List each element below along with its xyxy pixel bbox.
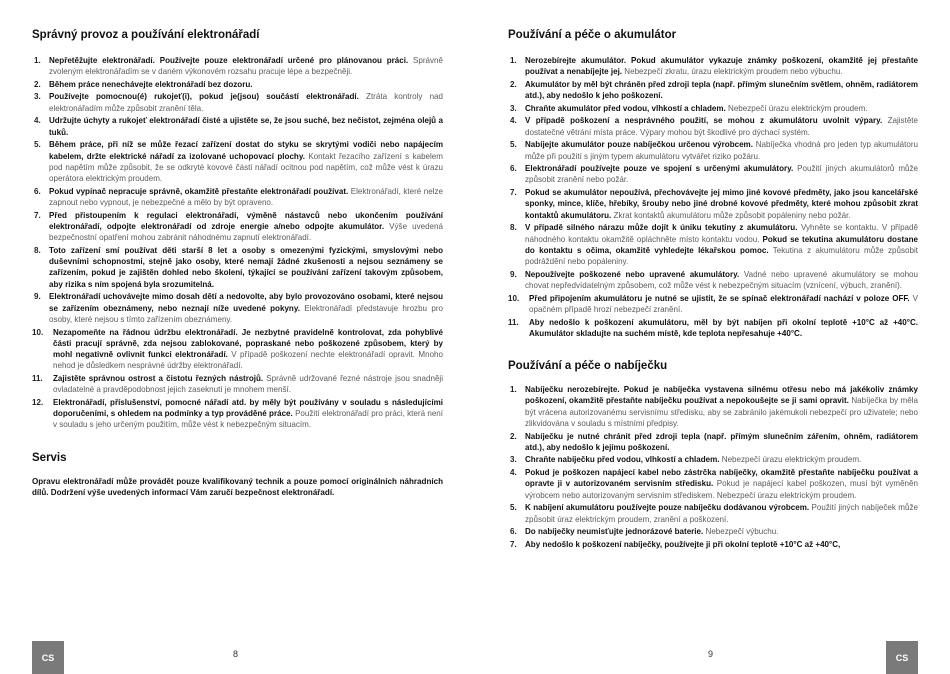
item-text: Elektronářadí, které nelze zapnout nebo vypnout, je nebezpečné a mělo by být opraveno. [49,186,443,208]
item-bold-text: Během práce, při níž se může řezací zařízení dostat do styku se skrytými vodiči nebo napájecím kabelem, držte elektrické nářadí za izolované uchopovací plochy. [49,140,443,161]
item-bold-text: Elektronářadí používejte pouze ve spojení s určenými akumulátory. [525,164,794,174]
list-item [508,79,918,102]
item-bold-text: Udržujte úchyty a rukojeť elektronářadí čisté a ujistěte se, že jsou suché, bez nečistot, zejména olejů a tuků. [49,116,443,137]
language-tab-left: CS [32,641,64,674]
operation-list [32,55,443,431]
list-item [508,139,918,162]
list-item [32,373,443,396]
item-number: 9. [34,292,41,302]
list-item [32,186,443,209]
item-bold-text: Do nabíječky neumisťujte jednorázové baterie. [525,527,704,537]
list-item [508,103,918,114]
list-item [32,397,443,431]
item-number: 4. [510,116,517,126]
item-text: Nebezpečí úrazu elektrickým proudem. [725,103,868,113]
left-column [32,28,443,498]
item-number: 2. [510,431,517,441]
item-text: Zajistěte dostatečné větrání místa práce. Výpary mohou být škodlivé pro dýchací systém. [525,116,918,137]
list-item [32,210,443,244]
item-number: 10. [508,293,520,303]
charger-list [508,384,918,550]
item-text: Elektronářadí představuje hrozbu pro osoby, které nejsou s tímto zařízením obeznámeny. [49,303,443,324]
list-item [508,269,918,292]
right-page [475,0,950,674]
item-bold-text: Nabíječku nerozebírejte. Pokud je nabíječka vystavena silnému otřesu nebo má jakékoliv známky poškození, okamžitě přestaňte nabíječku používat a nepokoušejte se ji sami opravit. [525,385,918,406]
item-number: 8. [510,223,517,233]
item-bold-text: Chraňte akumulátor před vodou, vlhkostí a chladem. [525,103,726,113]
item-bold-text: Pokud se tekutina akumulátoru dostane do kontaktu s očima, okamžitě vyhledejte lékařskou pomoc. [525,234,918,255]
right-column [508,28,918,551]
section-heading-battery: Používání a péče o akumulátor [508,29,677,41]
item-bold-text: Aby nedošlo k poškození nabíječky, používejte ji při okolní teplotě +10°C až +40°C, [525,539,841,549]
list-item [508,502,918,525]
item-text: Nabíječka by měla být vrácena autorizovanému servisnímu středisku, aby se zabránilo jakémukoli nebezpečí pro uživatele; nebo zlikvidována v souladu s místními předpisy. [525,396,918,428]
list-item [508,163,918,186]
item-bold-text: Zajistěte správnou ostrost a čistotu řezných nástrojů. [53,373,264,383]
item-bold-text: Během práce nenechávejte elektronářadí bez dozoru. [49,79,253,89]
item-bold-text: Elektronářadí, příslušenství, pomocné nářadí atd. by měly být používány v souladu s následujícími doporučeními, s ohledem na podmínky a typ prováděné práce. [53,397,443,419]
item-bold-text: Pokud vypínač nepracuje správně, okamžitě přestaňte elektronářadí používat. [49,186,349,196]
item-bold-text: V případě silného nárazu může dojít k úniku tekutiny z akumulátoru. [525,223,798,233]
item-bold-text: Aby nedošlo k poškození akumulátoru, měl by být nabíjen při okolní teplotě +10°C až +40°C. Akumulátor skladujte na suchém místě, kde teplota nepřesahuje +40°C. [529,317,918,338]
list-item [508,467,918,501]
item-number: 9. [510,269,517,279]
item-text: Nebezpečí výbuchu. [703,527,779,537]
list-item [32,139,443,184]
item-text: Zkrat kontaktů akumulátoru může způsobit popáleniny nebo požár. [611,210,851,220]
item-number: 11. [508,317,519,327]
section-heading-operation: Správný provoz a používání elektronářadí [32,29,260,41]
item-text: Nabíječka vhodná pro jeden typ akumulátoru může při použití s jiným typem akumulátoru vytvářet riziko požáru. [525,140,918,161]
item-number: 11. [32,373,43,383]
list-item [32,327,443,372]
item-text: Ztráta kontroly nad elektronářadím může způsobit zranění těla. [49,92,444,113]
item-text: Použití jiných akumulátorů může způsobit zranění nebo požár. [525,164,918,185]
item-number: 7. [34,210,41,220]
item-bold-text: Chraňte nabíječku před vodou, vlhkostí a chladem. [525,455,720,465]
item-bold-text: Nezapomeňte na řádnou údržbu elektronářadí. Je nezbytné pravidelně kontrolovat, zda pohyblivé části pracují správně, zda nejsou zablokované, popraskané nebo poškozené způsobem, který by mohl negativně ovlivnit funkci elektronářadí. [53,327,443,360]
item-text: Kontakt řezacího zařízení s kabelem pod napětím může způsobit, že se odkryté kovové části nářadí ocitnou pod napětím, což může vést k úrazu operátora elektrickým proudem. [49,151,443,184]
item-number: 5. [510,503,517,513]
list-item [508,222,918,267]
item-bold-text: Používejte pomocnou(é) rukojeť(i), pokud je(jsou) součástí elektronářadí. [49,92,359,102]
item-text: Použití elektronářadí pro práci, která není v souladu s jeho určeným použitím, může vést k nebezpečným situacím. [53,409,444,430]
list-item [32,115,443,138]
item-text: Pokud je napájecí kabel poškozen, musí být vyměněn výrobcem nebo autorizovaným servisním střediskem. Nebezpečí úrazu elektrickým proudem. [525,479,918,500]
item-bold-text: Pokud se akumulátor nepoužívá, přechovávejte jej mimo jiné kovové předměty, jako jsou kancelářské sponky, mince, klíče, hřebíky, šrouby nebo jiné drobné kovové předměty, které mohou způsobit zkrat kontaktů akumulátoru. [525,188,918,220]
item-number: 8. [34,245,41,255]
page-number-right: 9 [708,649,714,659]
item-text: Tekutina z akumulátoru může způsobit podráždění nebo popáleniny. [525,245,918,267]
item-bold-text: Nerozebírejte akumulátor. Pokud akumulátor vykazuje známky poškození, okamžitě jej přestaňte používat a nenabíjejte jej. [525,56,918,77]
item-number: 3. [510,103,517,113]
item-text: Správně udržované řezné nástroje jsou snadněji ovladatelné a pravděpodobnost jejich zaseknutí je mnohem menší. [53,373,443,395]
item-number: 1. [510,56,517,65]
item-text: V opačném případě hrozí nebezpečí zranění. [529,293,919,314]
item-bold-text: Toto zařízení smí používat děti starší 8 let a osoby s omezenými fyzickými, smyslovými nebo duševními schopnostmi, stejně jako osoby, které nemají žádné zkušenosti a nejsou seznámeny se zařízením, pokud je zajištěn dohled nebo školení, týkající se používání zařízení takovým způsobem, aby rizika s ním spojená byla srozumitelná. [49,245,443,289]
item-number: 4. [510,468,517,478]
item-bold-text: Akumulátor by měl být chráněn před zdroji tepla (např. přímým slunečním světlem, ohněm, radiátorem atd.), aby nedošlo k jeho poškození. [525,79,918,101]
section-heading-servis: Servis [32,451,67,464]
item-bold-text: Nepřetěžujte elektronářadí. Používejte pouze elektronářadí určené pro plánovanou práci. [49,56,409,65]
list-item [508,317,918,340]
item-number: 3. [510,455,517,465]
item-text: Vadné nebo upravené akumulátory se mohou chovat nepředvídatelným způsobem, což může vést k nebezpečným situacím (vznícení, výbuch, zranění). [525,269,918,291]
language-tab-right: CS [886,641,918,674]
item-number: 2. [510,79,517,89]
item-bold-text: Nepoužívejte poškozené nebo upravené akumulátory. [525,269,740,279]
item-text: V případě poškození nechte elektronářadí opravit. Mnoho nehod je důsledkem nesprávné údržby elektronářadí. [53,350,443,371]
item-text: Použití jiných nabíječek může způsobit úraz elektrickým proudem, zranění a poškození. [525,503,918,524]
item-bold-text: Elektronářadí uchovávejte mimo dosah dětí a nedovolte, aby bylo provozováno osobami, které nejsou se zařízením obeznámeny, nebo neznají níže uvedené pokyny. [49,292,443,313]
item-number: 7. [510,539,517,549]
item-number: 6. [510,164,517,174]
list-item [32,245,443,290]
list-item [508,55,918,78]
item-number: 1. [34,56,41,65]
item-text: Výše uvedená bezpečnostní opatření mohou zabránit náhodnému zapnutí elektronářadí. [49,221,443,243]
list-item [32,91,443,114]
item-text: Vyhněte se kontaktu. V případě náhodného kontaktu okamžitě opláchněte místo kontaktu vodou. [525,223,918,244]
list-item [508,293,918,316]
item-bold-text: V případě poškození a nesprávného použití, se mohou z akumulátoru uvolnit výpary. [525,116,883,126]
item-number: 10. [32,327,44,337]
item-bold-text: Nabíjejte akumulátor pouze nabíječkou určenou výrobcem. [525,140,753,150]
item-number: 1. [510,385,517,395]
list-item [508,187,918,221]
item-bold-text: Před přistoupením k regulaci elektronářadí, výměně nástavců nebo ukončením používání elektronářadí, odpojte elektronářadí od zdroje energie a/nebo odpojte akumulátor. [49,210,443,231]
battery-list [508,55,918,339]
item-number: 6. [34,186,41,196]
servis-text: Opravu elektronářadí může provádět pouze kvalifikovaný technik a pouze pomocí originálních náhradních dílů. Dodržení výše uvedených informací Vám zaručí bezpečnost elektronářadí. [32,476,443,498]
item-number: 2. [34,79,41,89]
item-bold-text: Nabíječku je nutné chránit před zdroji tepla (např. přímým slunečním zářením, ohněm, radiátorem atd.), aby nedošlo k jejímu poškození. [525,431,918,452]
item-bold-text: Před připojením akumulátoru je nutné se ujistit, že se spínač elektronářadí nachází v poloze OFF. [529,293,910,303]
item-number: 5. [510,140,517,150]
item-number: 6. [510,527,517,537]
list-item [32,55,443,78]
list-item [508,454,918,465]
item-text: Správně zvoleným elektronářadím se v daném výkonovém rozsahu pracuje lépe a bezpečněji. [49,56,443,77]
list-item [32,291,443,325]
item-bold-text: Pokud je poškozen napájecí kabel nebo zástrčka nabíječky, okamžitě přestaňte nabíječku používat a opravte ji v autorizovaném servisním středisku. [525,468,918,489]
list-item [508,431,918,454]
item-number: 5. [34,140,41,150]
list-item [508,526,918,537]
section-heading-charger: Používání a péče o nabíječku [508,360,668,373]
item-number: 3. [34,92,41,102]
item-number: 12. [32,397,44,407]
list-item [508,384,918,429]
item-text: Nebezpečí úrazu elektrickým proudem. [719,455,862,465]
item-text: Nebezpečí zkratu, úrazu elektrickým proudem nebo výbuchu. [622,67,843,77]
item-number: 4. [34,116,41,126]
item-bold-text: K nabíjení akumulátoru používejte pouze nabíječku dodávanou výrobcem. [525,503,810,513]
list-item [508,539,918,550]
item-number: 7. [510,188,517,198]
list-item [32,79,443,90]
page-number-left: 8 [233,649,239,659]
list-item [508,115,918,138]
